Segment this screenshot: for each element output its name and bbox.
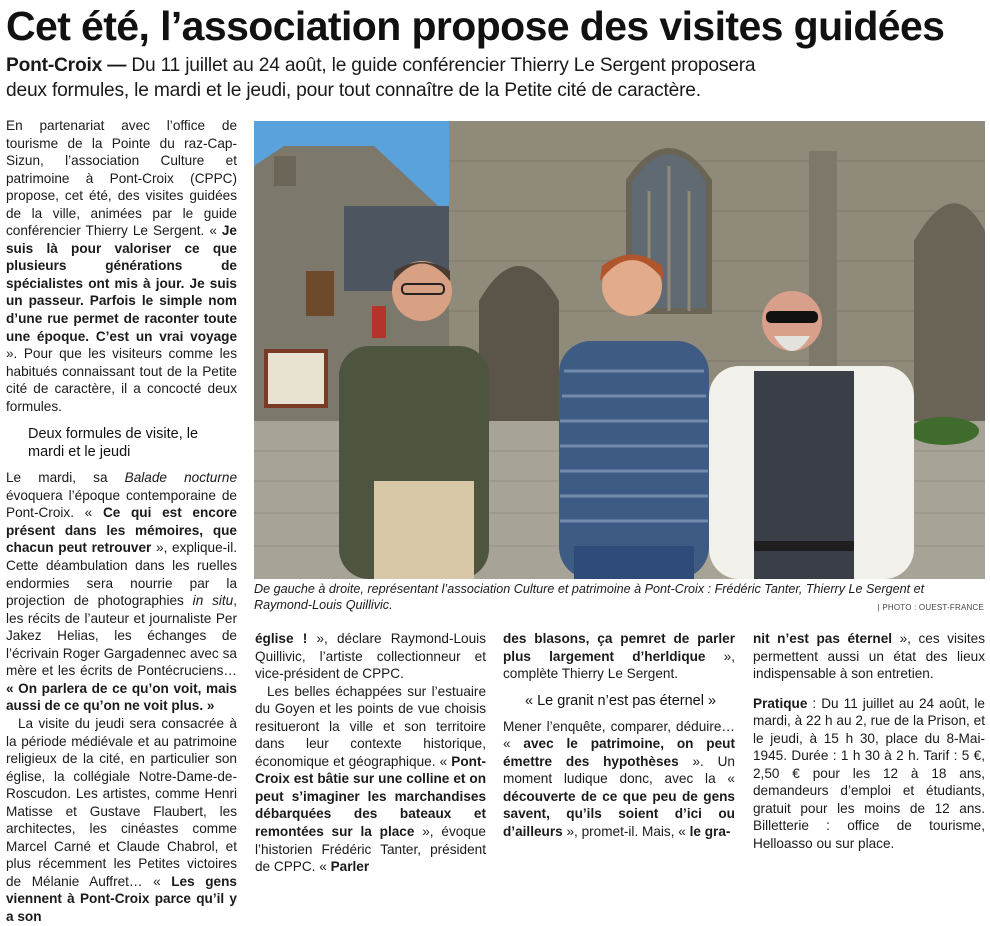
lead-text: Du 11 juillet au 24 août, le guide conférencier Thierry Le Sergent proposera deux formules, le mardi et le jeudi, pour tout connaître de la Petite cité de caractère. xyxy=(6,55,756,101)
paragraph xyxy=(255,630,486,683)
quote-bold: Les gens viennent à Pont-Croix parce qu’il y a son xyxy=(6,873,237,924)
text-run: évoquera l’époque contemporaine de Pont-Croix. « xyxy=(6,487,237,521)
red-sign xyxy=(372,306,386,338)
gothic-porch xyxy=(479,266,559,421)
text-run: », explique-il. Cette déambulation dans les ruelles endormies sera nourrie par la projection de photographies xyxy=(6,540,237,609)
quote-bold: « On parlera de ce qu’on voit, mais aussi de ce qu’on ne voit plus. » xyxy=(6,680,237,714)
quote-bold: Je suis là pour valoriser ce que plusieurs générations de spécialistes ont mis à jour. Je suis un passeur. Parfois le simple nom d’une rue permet de raconter toute une époque. C’est un vrai voyage xyxy=(6,223,237,344)
practical-info xyxy=(753,695,985,853)
text-run: En partenariat avec l’office de tourisme de la Pointe du raz-Cap-Sizun, l’association Culture et patrimoine à Pont-Croix (CPPC) propose, cet été, des visites guidées de la ville, animées par le guide conférencier Thierry Le Sergent. « xyxy=(6,118,237,239)
article-column-4 xyxy=(753,630,985,853)
text-run: », complète Thierry Le Sergent. xyxy=(503,648,735,682)
house-window xyxy=(266,351,326,406)
quote-bold: des blasons, ça pemret de parler plus largement d’herldique xyxy=(503,631,735,664)
text-run: La visite du jeudi sera consacrée à la période médiévale et au patrimoine religieux de la cité, en particulier son église, la collégiale Notre-Dame-de-Roscudon. Les artistes, comme Henri Matisse et Gustave Flaubert, les architectes, les cinéastes comme Marcel Carné et Claude Chabrol, et plus récemment les Petites victoires de Mélanie Auffret… « xyxy=(6,715,237,889)
section-pullquote: « Le granit n’est pas éternel » xyxy=(525,692,717,709)
quote-bold: Parler xyxy=(330,859,370,875)
paragraph xyxy=(6,469,237,715)
lead-dateline: Pont-Croix — xyxy=(6,55,127,76)
article-column-2 xyxy=(255,630,486,876)
article-lead xyxy=(6,53,796,103)
text-run: Mener l’enquête, comparer, déduire… « xyxy=(503,718,735,752)
practical-label: Pratique xyxy=(753,695,808,711)
photo-credit: | PHOTO : OUEST-FRANCE xyxy=(877,603,984,612)
text-run: », promet-il. Mais, « xyxy=(562,823,690,839)
text-run: », déclare Raymond-Louis Quillivic, l’artiste collectionneur et vice-président de CPPC. xyxy=(255,631,486,682)
text-run: », évoque l’historien Frédéric Tanter, président de CPPC. « xyxy=(255,824,486,875)
paragraph xyxy=(6,117,237,415)
text-run: : Du 11 juillet au 24 août, le mardi, à 22 h au 2, rue de la Prison, et le jeudi, à 15 h 30, place du 8-Mai-1945. Durée : 1 h 30 à 2 h. Tarif : 5 €, 2,50 € pour les 12 à 18 ans, demandeurs d’emploi et étudiants, gratuit pour les moins de 12 ans. Billetterie : office de tourisme, Helloasso ou sur place. xyxy=(753,695,985,852)
quote-bold: Pont-Croix est bâtie sur une colline et on peut s’imaginer les marchandises débarquées des bateaux et remontées sur la place xyxy=(255,753,486,840)
text-run: , les récits de l’auteur et journaliste Per Jakez Helias, les échanges de l’écrivain Roger Gargadennec avec sa mère et les écrits de Pontécruciens… xyxy=(6,593,237,679)
paragraph xyxy=(753,630,985,683)
quote-bold: nit n’est pas éternel xyxy=(753,631,893,646)
quote-bold: Ce qui est encore présent dans les mémoires, que chacun peut retrouver xyxy=(6,505,237,556)
italic-term: in situ xyxy=(192,593,234,609)
paragraph xyxy=(503,718,735,841)
paragraph xyxy=(503,630,735,683)
paragraph xyxy=(6,715,237,926)
text-run: Les belles échappées sur l’estuaire du Goyen et les points de vue choisis resitueront la ville et son territoire dans leur contexte historique, économique et géographique. « xyxy=(255,683,486,769)
italic-title: Balade nocturne xyxy=(124,470,237,486)
quote-bold: avec le patrimoine, on peut émettre des hypothèses xyxy=(503,736,735,769)
section-subhead: Deux formules de visite, le mardi et le jeudi xyxy=(28,426,199,461)
text-run: ». Un moment ludique donc, avec la « xyxy=(503,753,735,787)
photo-caption: De gauche à droite, représentant l’association Culture et patrimoine à Pont-Croix : Frédéric Tanter, Thierry Le Sergent et Raymond-Louis Quillivic. xyxy=(254,582,925,612)
article-photo xyxy=(254,121,985,579)
article-column-3 xyxy=(503,630,735,840)
shrub xyxy=(909,417,979,445)
text-run: », ces visites permettent aussi un état des lieux indispensable à son entretien. xyxy=(753,631,986,682)
text-run: Le mardi, sa xyxy=(6,470,125,486)
chimney xyxy=(274,156,296,186)
text-run: ». Pour que les visiteurs comme les habitués connaissant tout de la Petite cité de caractère, il a concocté deux formules. xyxy=(6,346,237,414)
window-shutter xyxy=(306,271,334,316)
photo-illustration xyxy=(254,121,985,579)
quote-bold: découverte de ce que peu de gens savent, qu’ils soient d’ici ou d’ailleurs xyxy=(503,788,735,839)
quote-bold: église ! xyxy=(255,631,308,646)
article-column-1 xyxy=(6,117,237,926)
article-headline: Cet été, l’association propose des visites guidées xyxy=(6,3,945,49)
side-arch xyxy=(914,203,985,421)
paragraph xyxy=(255,683,486,876)
quote-bold: le gra- xyxy=(689,823,731,839)
